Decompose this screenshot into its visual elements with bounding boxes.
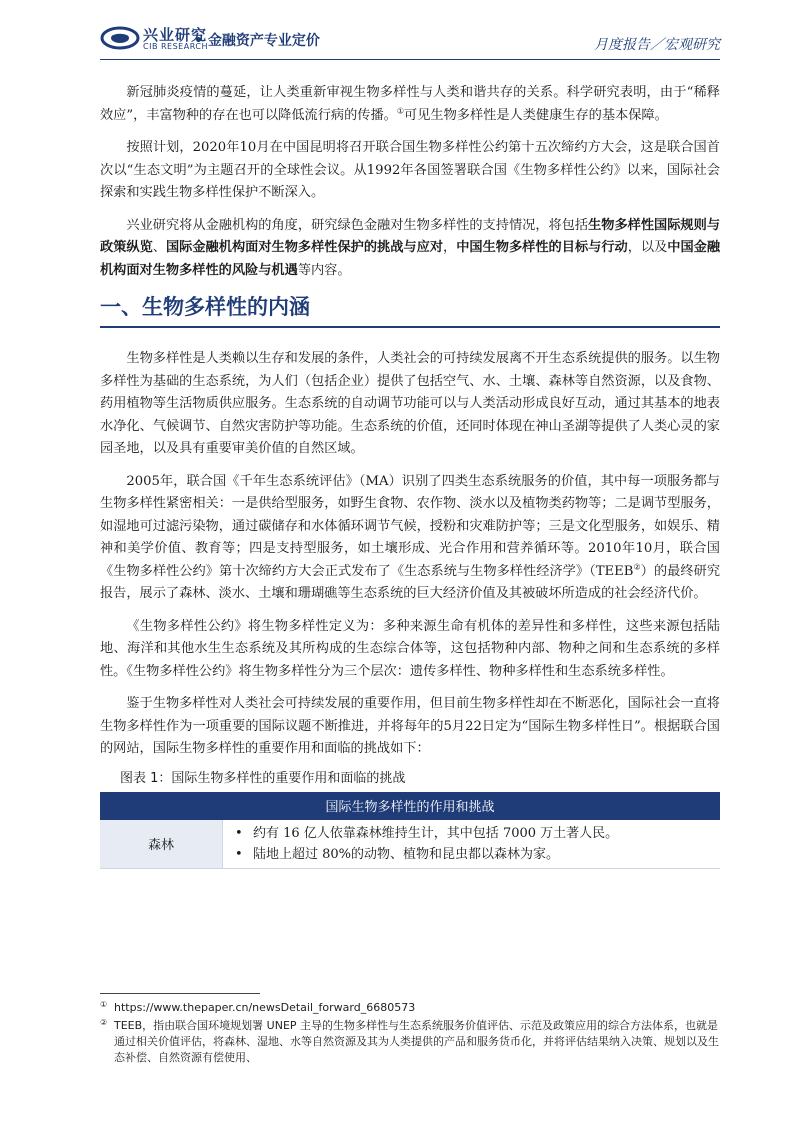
- biodiversity-table: [100, 792, 720, 869]
- footnote-divider: [100, 993, 260, 994]
- footnote-2: ② TEEB，指由联合国环境规划署 UNEP 主导的生物多样性与生态系统服务价值评估、示范及政策应用的综合方法体系，也就是通过相关价值评估，将森林、湿地、水等自然资源及其为人类提供的产品和服务货币化，并将评估结果纳入决策、规划以及生态补偿、自然资源有偿使用、: [100, 1018, 719, 1064]
- table-row: [100, 820, 720, 869]
- list-item: • 约有 16 亿人依靠森林维持生计，其中包括 7000 万土著人民。: [231, 823, 712, 844]
- footnotes: [100, 1000, 720, 1068]
- section-paragraph-4: 鉴于生物多样性对人类社会可持续发展的重要作用，但目前生物多样性却在不断恶化，国际社会一直将生物多样性作为一项重要的国际议题不断推进，并将每年的5月22日定为“国际生物多样性日”。根据联合国的网站，国际生物多样性的重要作用和面临的挑战如下：: [100, 696, 720, 756]
- section-heading: 一、生物多样性的内涵: [100, 294, 720, 328]
- header-divider: [100, 59, 720, 60]
- footnote-link[interactable]: https://www.thepaper.cn/newsDetail_forward_6680573: [114, 1001, 416, 1014]
- table-header: 国际生物多样性的作用和挑战: [100, 792, 720, 820]
- header-slogan: • 金融资产专业定价: [194, 33, 320, 49]
- report-type: 月度报告／宏观研究: [594, 37, 720, 53]
- table-row-items: [223, 820, 721, 869]
- page-header: [0, 0, 800, 70]
- intro-paragraph-2: 按照计划，2020年10月在中国昆明将召开联合国生物多样性公约第十五次缔约方大会，这是联合国首次以“生态文明”为主题召开的全球性会议。从1992年各国签署联合国《生物多样性公约》以来，国际社会探索和实践生物多样性保护不断深入。: [100, 140, 720, 200]
- table-row-category: 森林: [100, 820, 223, 869]
- table-caption: 图表 1：国际生物多样性的重要作用和面临的挑战: [120, 770, 406, 786]
- logo-chinese-name: 兴业研究: [143, 26, 208, 44]
- section-paragraph-1: 生物多样性是人类赖以生存和发展的条件，人类社会的可持续发展离不开生态系统提供的服务。以生物多样性为基础的生态系统，为人们（包括企业）提供了包括空气、水、土壤、森林等自然资源，以及食物、药用植物等生活物质供应服务。生态系统的自动调节功能可以与人类活动形成良好互动，通过其基本的地表水净化、气候调节、自然灾害防护等功能。生态系统的价值，还同时体现在神山圣湖等提供了人类心灵的家园圣地，以及具有重要审美价值的自然区域。: [100, 351, 720, 456]
- intro-paragraph-3: 兴业研究将从金融机构的角度，研究绿色金融对生物多样性的支持情况，将包括生物多样性国际规则与政策纵览、国际金融机构面对生物多样性保护的挑战与应对，中国生物多样性的目标与行动，以及中国金融机构面对生物多样性的风险与机遇等内容。: [100, 217, 721, 278]
- footnote-ref-1[interactable]: ①: [396, 106, 405, 116]
- intro-paragraph-1: 新冠肺炎疫情的蔓延，让人类重新审视生物多样性与人类和谐共存的关系。科学研究表明，由于“稀释效应”，丰富物种的存在也可以降低流行病的传播。①可见生物多样性是人类健康生存的基本保障。: [100, 85, 720, 123]
- footnote-ref-2[interactable]: ②: [633, 562, 641, 572]
- cib-logo-icon: [100, 26, 140, 50]
- section-paragraph-2: 2005年，联合国《千年生态系统评估》（MA）识别了四类生态系统服务的价值，其中每一项服务都与生物多样性紧密相关：一是供给型服务，如野生食物、农作物、淡水以及植物类药物等；二是调节型服务，如湿地可过滤污染物，通过碳储存和水体循环调节气候，授粉和灾难防护等；三是文化型服务，如娱乐、精神和美学价值、教育等；四是支持型服务，如土壤形成、光合作用和营养循环等。2010年10月，联合国《生物多样性公约》第十次缔约方大会正式发布了《生态系统与生物多样性经济学》（TEEB②）的最终研究报告，展示了森林、淡水、土壤和珊瑚礁等生态系统的巨大经济价值及其被破坏所造成的社会经济代价。: [100, 473, 721, 601]
- footnote-1: ① https://www.thepaper.cn/newsDetail_forward_6680573: [100, 1000, 416, 1014]
- logo-english-name: CIB RESEARCH: [143, 42, 208, 51]
- list-item: • 陆地上超过 80%的动物、植物和昆虫都以森林为家。: [231, 844, 712, 865]
- section-paragraph-3: 《生物多样性公约》将生物多样性定义为：多种来源生命有机体的差异性和多样性，这些来源包括陆地、海洋和其他水生生态系统及其所构成的生态综合体等，这包括物种内部、物种之间和生态系统的多样性。《生物多样性公约》将生物多样性分为三个层次：遗传多样性、物种多样性和生态系统多样性。: [100, 618, 720, 679]
- document-body: [100, 82, 720, 869]
